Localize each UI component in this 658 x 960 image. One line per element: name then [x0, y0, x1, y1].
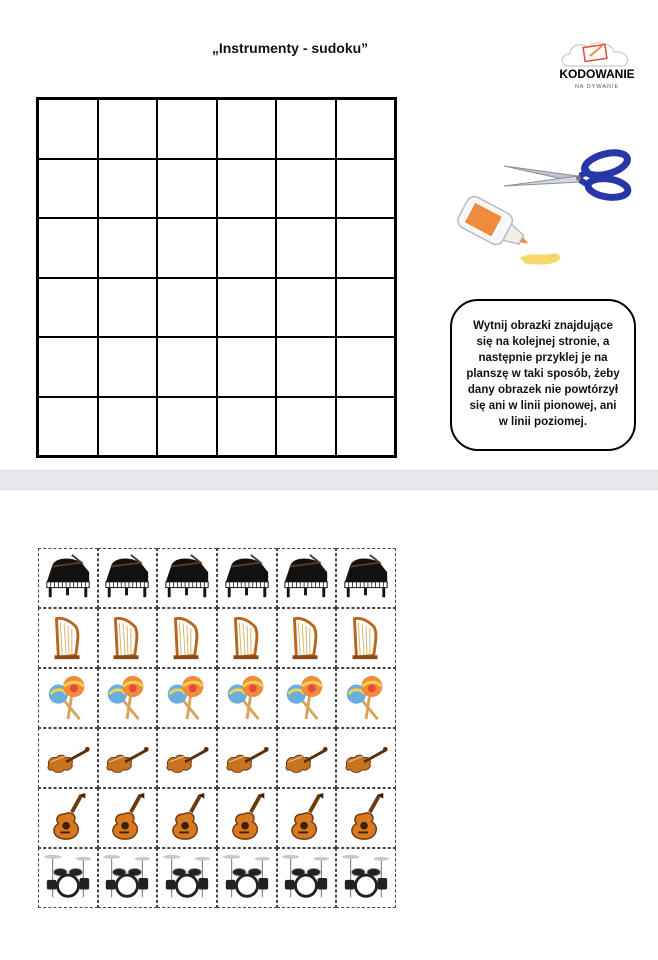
maracas-icon	[162, 673, 212, 723]
cutout-card	[336, 788, 396, 848]
harp-icon	[341, 613, 391, 663]
instructions-text: Wytnij obrazki znajdujące się na kolejnej stronie, a następnie przyklej je na planszę w taki sposób, żeby dany obrazek nie powtórzył się ani w linii pionowej, ani w linii poziomej.	[466, 320, 620, 428]
cutout-card	[336, 848, 396, 908]
grid-cell	[336, 278, 396, 338]
grid-cell	[157, 397, 217, 457]
drum-kit-icon	[102, 853, 152, 903]
cutout-card	[277, 668, 337, 728]
maracas-icon	[222, 673, 272, 723]
worksheet-page-1	[0, 0, 658, 470]
cutout-card	[217, 788, 277, 848]
cutout-card	[157, 848, 217, 908]
grid-cell	[98, 159, 158, 219]
cutout-card	[98, 728, 158, 788]
cutout-card	[277, 848, 337, 908]
grid-cell	[98, 99, 158, 159]
guitar-icon	[102, 793, 152, 843]
cutout-card	[336, 608, 396, 668]
grid-cell	[276, 337, 336, 397]
cutout-card	[217, 668, 277, 728]
grid-cell	[98, 337, 158, 397]
grid-cell	[38, 159, 98, 219]
guitar-icon	[281, 793, 331, 843]
cutout-card	[336, 668, 396, 728]
cutout-card	[336, 548, 396, 608]
cutout-card	[98, 608, 158, 668]
cutout-card	[336, 728, 396, 788]
cutout-card	[217, 608, 277, 668]
grid-cell	[157, 159, 217, 219]
grid-cell	[217, 397, 277, 457]
grid-cell	[98, 278, 158, 338]
sudoku-grid	[36, 97, 397, 458]
piano-icon	[222, 553, 272, 603]
cutout-card	[157, 728, 217, 788]
cutout-card	[98, 548, 158, 608]
cutout-card	[98, 848, 158, 908]
cutout-card	[277, 608, 337, 668]
cutout-card	[217, 848, 277, 908]
logo-name: KODOWANIE	[559, 67, 635, 81]
grid-cell	[276, 218, 336, 278]
guitar-icon	[43, 793, 93, 843]
harp-icon	[102, 613, 152, 663]
maracas-icon	[281, 673, 331, 723]
grid-cell	[38, 278, 98, 338]
maracas-icon	[102, 673, 152, 723]
guitar-icon	[341, 793, 391, 843]
cutout-cards	[38, 548, 396, 908]
drum-kit-icon	[162, 853, 212, 903]
grid-cell	[217, 337, 277, 397]
grid-cell	[336, 337, 396, 397]
grid-cell	[336, 99, 396, 159]
drum-kit-icon	[341, 853, 391, 903]
maracas-icon	[341, 673, 391, 723]
cutout-card	[38, 728, 98, 788]
grid-cell	[276, 397, 336, 457]
instructions-bubble	[450, 299, 636, 451]
grid-cell	[98, 397, 158, 457]
drum-kit-icon	[281, 853, 331, 903]
cutout-card	[38, 608, 98, 668]
cutout-card	[157, 608, 217, 668]
guitar-icon	[222, 793, 272, 843]
guitar-icon	[162, 793, 212, 843]
grid-cell	[336, 218, 396, 278]
grid-cell	[157, 218, 217, 278]
cutout-card	[277, 548, 337, 608]
logo	[556, 36, 638, 94]
cutout-card	[277, 788, 337, 848]
harp-icon	[43, 613, 93, 663]
violin-icon	[102, 733, 152, 783]
violin-icon	[43, 733, 93, 783]
logo-tagline: NA DYWANIE	[574, 84, 620, 90]
page-title: „Instrumenty - sudoku”	[211, 40, 369, 56]
grid-cell	[336, 159, 396, 219]
grid-cell	[276, 99, 336, 159]
grid-cell	[157, 99, 217, 159]
piano-icon	[341, 553, 391, 603]
grid-cell	[38, 218, 98, 278]
grid-cell	[38, 99, 98, 159]
worksheet-page-2	[0, 490, 658, 960]
cutout-card	[98, 668, 158, 728]
grid-cell	[157, 337, 217, 397]
harp-icon	[281, 613, 331, 663]
cutout-card	[157, 668, 217, 728]
grid-cell	[38, 337, 98, 397]
grid-cell	[217, 218, 277, 278]
violin-icon	[281, 733, 331, 783]
grid-cell	[276, 278, 336, 338]
grid-cell	[217, 159, 277, 219]
grid-cell	[157, 278, 217, 338]
violin-icon	[222, 733, 272, 783]
maracas-icon	[43, 673, 93, 723]
drum-kit-icon	[222, 853, 272, 903]
cutout-card	[217, 728, 277, 788]
grid-cell	[217, 99, 277, 159]
piano-icon	[102, 553, 152, 603]
piano-icon	[43, 553, 93, 603]
glue-bottle-icon	[450, 192, 572, 276]
piano-icon	[162, 553, 212, 603]
cutout-card	[98, 788, 158, 848]
harp-icon	[222, 613, 272, 663]
piano-icon	[281, 553, 331, 603]
grid-cell	[98, 218, 158, 278]
grid-cell	[336, 397, 396, 457]
cutout-card	[217, 548, 277, 608]
cutout-card	[38, 848, 98, 908]
grid-cell	[38, 397, 98, 457]
harp-icon	[162, 613, 212, 663]
page-divider	[0, 470, 658, 490]
violin-icon	[341, 733, 391, 783]
cutout-card	[277, 728, 337, 788]
violin-icon	[162, 733, 212, 783]
drum-kit-icon	[43, 853, 93, 903]
cutout-card	[38, 668, 98, 728]
cutout-card	[157, 548, 217, 608]
grid-cell	[217, 278, 277, 338]
cutout-card	[38, 788, 98, 848]
cutout-card	[38, 548, 98, 608]
cutout-card	[157, 788, 217, 848]
grid-cell	[276, 159, 336, 219]
